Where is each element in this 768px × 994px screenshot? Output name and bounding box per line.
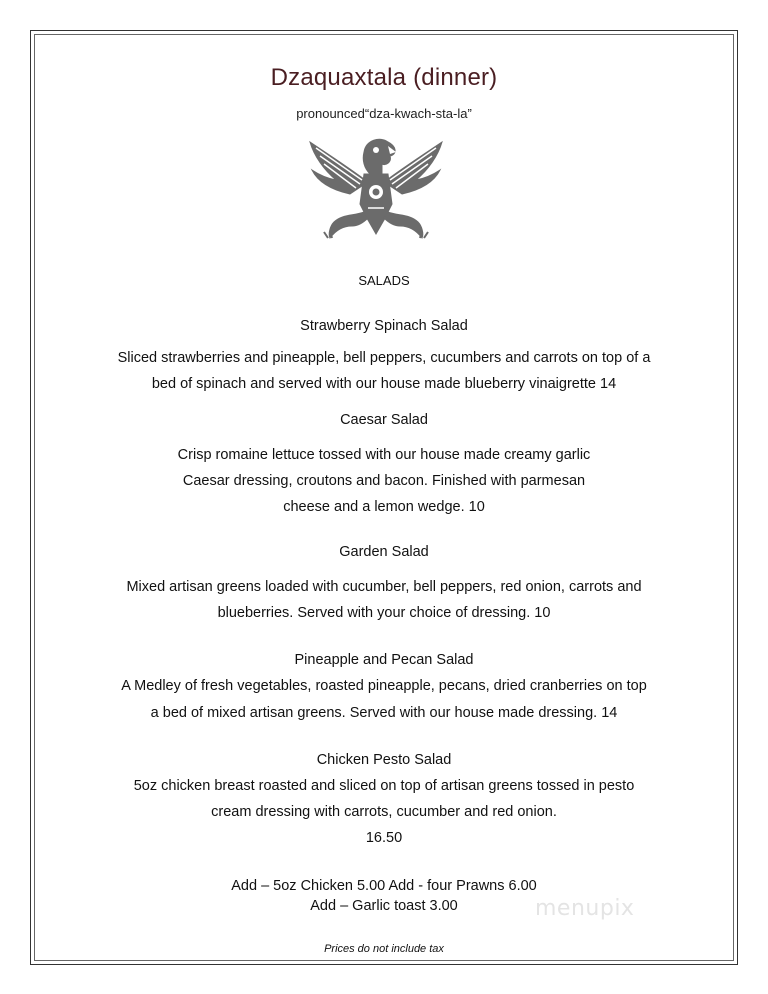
item-description-line: 5oz chicken breast roasted and sliced on top of artisan greens tossed in pesto [133, 778, 635, 794]
item-name: Chicken Pesto Salad [316, 752, 452, 768]
addon-line: Add – Garlic toast 3.00 [310, 898, 458, 914]
menu-title: Dzaquaxtala (dinner) [270, 64, 498, 91]
section-heading-salads: SALADS [358, 273, 410, 288]
item-name: Strawberry Spinach Salad [300, 318, 468, 334]
item-description-line: bed of spinach and served with our house made blueberry vinaigrette 14 [151, 376, 617, 392]
tax-note: Prices do not include tax [324, 943, 444, 955]
item-description-line: cream dressing with carrots, cucumber and red onion. [211, 804, 557, 820]
item-name: Caesar Salad [340, 412, 428, 428]
item-description-line: 16.50 [365, 830, 403, 846]
item-description-line: a bed of mixed artisan greens. Served with our house made dressing. 14 [150, 705, 618, 721]
thunderbird-icon [306, 134, 446, 242]
addon-line: Add – 5oz Chicken 5.00 Add - four Prawns 6.00 [231, 878, 537, 894]
watermark: menupix [535, 896, 635, 921]
item-description-line: blueberries. Served with your choice of dressing. 10 [217, 605, 551, 621]
item-description-line: Crisp romaine lettuce tossed with our house made creamy garlic [177, 447, 591, 463]
item-description-line: Sliced strawberries and pineapple, bell peppers, cucumbers and carrots on top of a [117, 350, 651, 366]
pronunciation-note: pronounced“dza-kwach-sta-la” [296, 106, 472, 121]
item-name: Pineapple and Pecan Salad [294, 652, 474, 668]
item-description-line: cheese and a lemon wedge. 10 [283, 499, 485, 515]
item-description-line: Mixed artisan greens loaded with cucumber, bell peppers, red onion, carrots and [126, 579, 642, 595]
item-name: Garden Salad [339, 544, 429, 560]
item-description-line: A Medley of fresh vegetables, roasted pineapple, pecans, dried cranberries on top [121, 678, 647, 694]
item-description-line: Caesar dressing, croutons and bacon. Finished with parmesan [182, 473, 586, 489]
